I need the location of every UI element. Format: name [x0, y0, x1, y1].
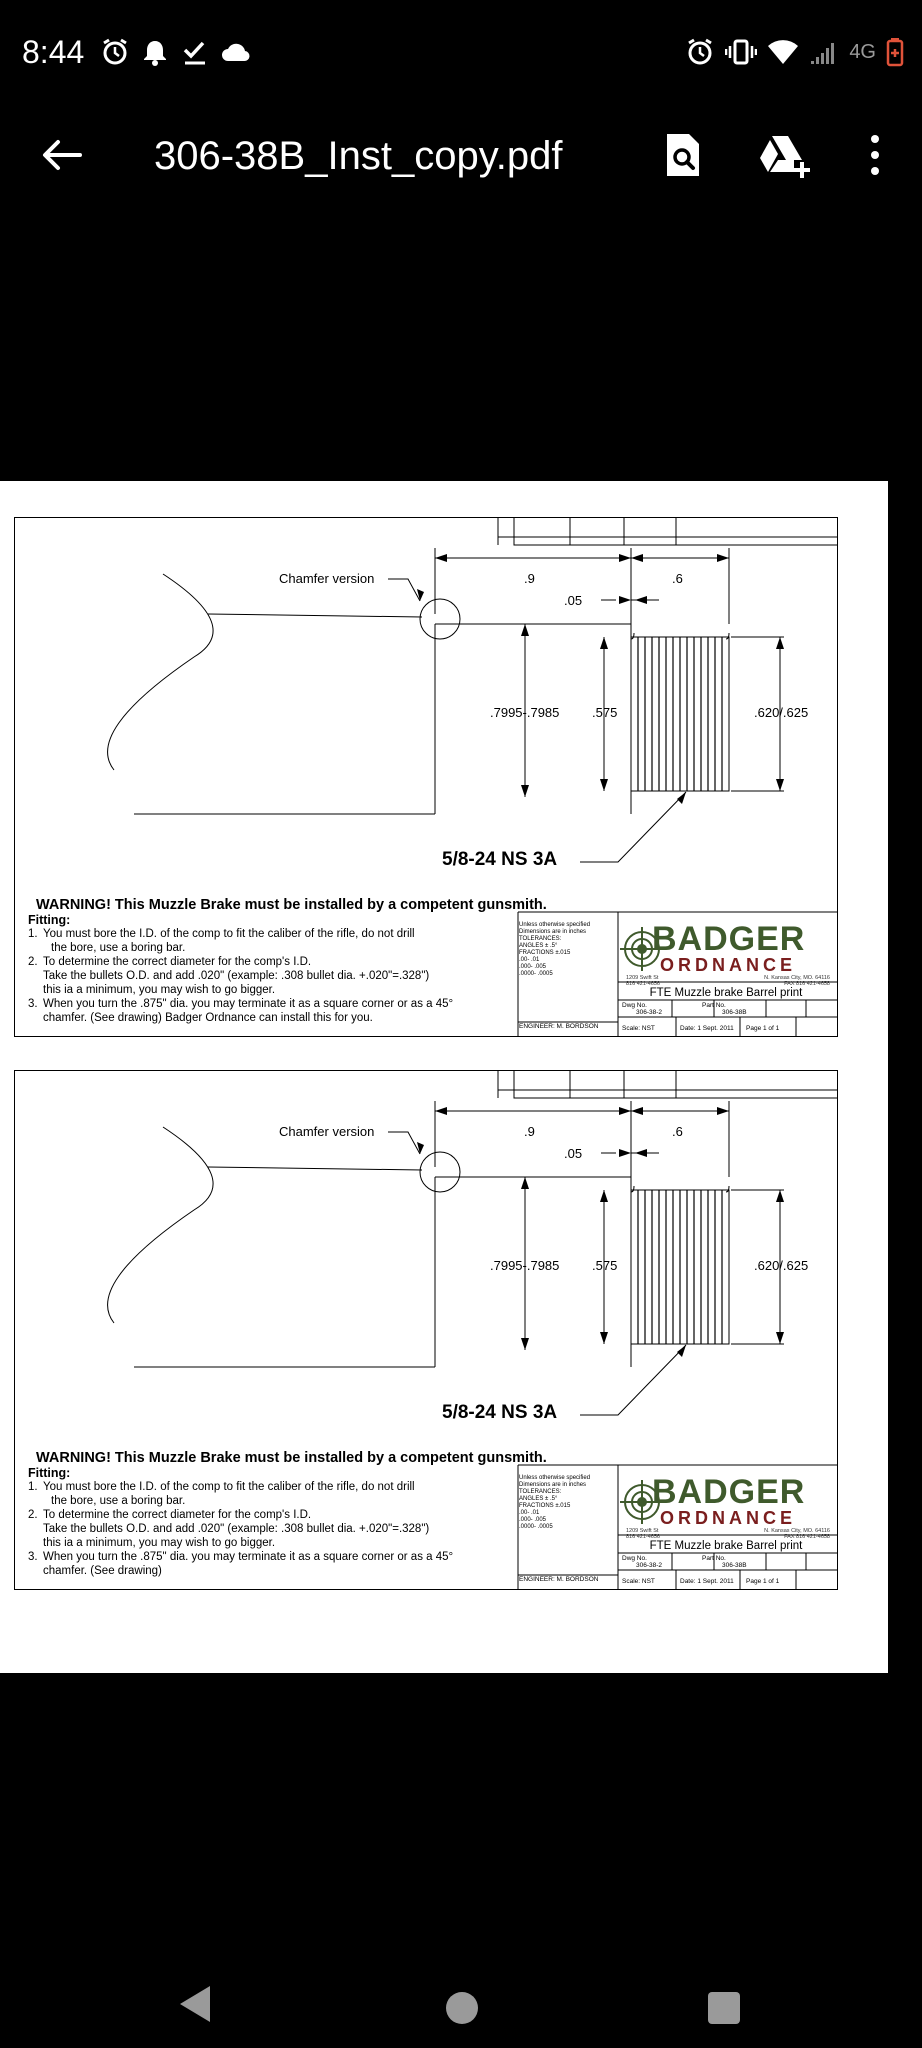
- vibrate-icon: [725, 37, 757, 67]
- fitting-heading: Fitting:: [28, 913, 71, 927]
- back-arrow-icon[interactable]: [36, 130, 86, 180]
- status-bar: [0, 0, 922, 110]
- dim-thread-diameter: .620/.625: [754, 705, 809, 720]
- drawing-sheet-1: [14, 517, 838, 1037]
- chamfer-label: Chamfer version: [279, 571, 375, 586]
- status-time: 8:44: [22, 34, 85, 70]
- dim-thread-diameter: .620/.625: [754, 1258, 809, 1273]
- notification-icons: [100, 32, 252, 72]
- fitting-heading: Fitting:: [28, 1466, 71, 1480]
- note-item: 1. You must bore the I.D. of the comp to fit the caliber of the rifle, do not drill the bore, use a boring bar.: [28, 1481, 415, 1507]
- scale-field: Scale: NST: [622, 1025, 655, 1032]
- warning-text: WARNING! This Muzzle Brake must be installed by a competent gunsmith.: [36, 1450, 547, 1466]
- system-icons: [685, 32, 904, 72]
- dim-overall-length: .9: [524, 571, 535, 586]
- page-field: Page 1 of 1: [746, 1578, 780, 1585]
- page-field: Page 1 of 1: [746, 1025, 780, 1032]
- part-no: 306-38B: [722, 1562, 747, 1569]
- thread-spec: 5/8-24 NS 3A: [442, 1402, 558, 1423]
- part-no-label: Part No.: [702, 1002, 726, 1009]
- engineer-field: ENGINEER: M. BORDSON: [519, 1023, 599, 1030]
- thread-spec: 5/8-24 NS 3A: [442, 849, 558, 870]
- dim-overall-length: .9: [524, 1124, 535, 1139]
- scale-field: Scale: NST: [622, 1578, 655, 1585]
- note-item: 3. When you turn the .875" dia. you may terminate it as a square corner or as a 45° chamfer. (See drawing) Badger Ordnance can install this for you.: [28, 998, 454, 1024]
- part-no-label: Part No.: [702, 1555, 726, 1562]
- dim-body-diameter: .7995-.7985: [490, 705, 560, 720]
- more-vert-icon[interactable]: [860, 130, 890, 180]
- badger-ordnance-logo: BADGER ORDNANCE 1209 Swift St 816 421-4656 N. Kansas City, MO. 64116 FAX 816 421-4658: [626, 1473, 830, 1540]
- fitting-notes: [28, 927, 518, 1025]
- tolerance-spec: Unless otherwise specified Dimensions are in inches TOLERANCES: ANGLES ± .5° FRACTIONS ±.015 .00- .01 .000- .005 .0000- .0005: [519, 922, 591, 977]
- drive-add-icon[interactable]: [758, 130, 814, 180]
- dim-body-diameter: .7995-.7985: [490, 1258, 560, 1273]
- battery-icon: [886, 37, 904, 67]
- dwg-no-label: Dwg No.: [622, 1002, 647, 1009]
- app-bar: [0, 110, 922, 200]
- dim-thread-length: .6: [672, 1124, 683, 1139]
- tolerance-spec: Unless otherwise specified Dimensions are in inches TOLERANCES: ANGLES ± .5° FRACTIONS ±.015 .00- .01 .000- .005 .0000- .0005: [519, 1475, 591, 1530]
- dwg-no-label: Dwg No.: [622, 1555, 647, 1562]
- nav-home-icon[interactable]: [446, 1992, 478, 2024]
- pdf-page[interactable]: [0, 481, 888, 1673]
- drawing-title: FTE Muzzle brake Barrel print: [649, 1540, 803, 1552]
- warning-text: WARNING! This Muzzle Brake must be installed by a competent gunsmith.: [36, 897, 547, 913]
- dim-neck-diameter: .575: [592, 1258, 618, 1273]
- network-type: 4G: [849, 40, 876, 63]
- nav-recents-icon[interactable]: [708, 1992, 740, 2024]
- bell-icon: [140, 37, 170, 67]
- chamfer-label: Chamfer version: [279, 1124, 375, 1139]
- alarm-icon: [100, 37, 130, 67]
- part-no: 306-38B: [722, 1009, 747, 1016]
- drawing-title: FTE Muzzle brake Barrel print: [649, 987, 803, 999]
- dwg-no: 306-38-2: [636, 1562, 663, 1569]
- signal-icon: [809, 37, 839, 67]
- dim-thread-length: .6: [672, 571, 683, 586]
- wifi-icon: [767, 37, 799, 67]
- nav-back-icon[interactable]: [178, 1984, 212, 2024]
- date-field: Date: 1 Sept. 2011: [680, 1025, 734, 1032]
- note-item: 3. When you turn the .875" dia. you may terminate it as a square corner or as a 45° chamfer. (See drawing): [28, 1551, 454, 1577]
- note-item: 2. To determine the correct diameter for the comp's I.D. Take the bullets O.D. and add .020" (example: .308 bullet dia. +.020"=.328") this ia a minimum, you may wish to go bigger.: [28, 1509, 430, 1549]
- dim-shoulder: .05: [564, 1146, 583, 1161]
- engineer-field: ENGINEER: M. BORDSON: [519, 1576, 599, 1583]
- fitting-notes: [28, 1480, 518, 1578]
- alarm-icon: [685, 37, 715, 67]
- badger-ordnance-logo: BADGER ORDNANCE 1209 Swift St 816 421-4656 N. Kansas City, MO. 64116 FAX 816 421-4658: [626, 920, 830, 987]
- note-item: 2. To determine the correct diameter for the comp's I.D. Take the bullets O.D. and add .020" (example: .308 bullet dia. +.020"=.328") this ia a minimum, you may wish to go bigger.: [28, 956, 430, 996]
- cloud-icon: [220, 37, 252, 67]
- dim-shoulder: .05: [564, 593, 583, 608]
- check-icon: [180, 37, 210, 67]
- dim-neck-diameter: .575: [592, 705, 618, 720]
- dwg-no: 306-38-2: [636, 1009, 663, 1016]
- document-title: 306-38B_Inst_copy.pdf: [154, 134, 563, 178]
- date-field: Date: 1 Sept. 2011: [680, 1578, 734, 1585]
- drawing-sheet-2: [14, 1070, 838, 1590]
- search-document-icon[interactable]: [658, 130, 708, 180]
- note-item: 1. You must bore the I.D. of the comp to fit the caliber of the rifle, do not drill the bore, use a boring bar.: [28, 928, 415, 954]
- navigation-bar: [0, 1940, 922, 2048]
